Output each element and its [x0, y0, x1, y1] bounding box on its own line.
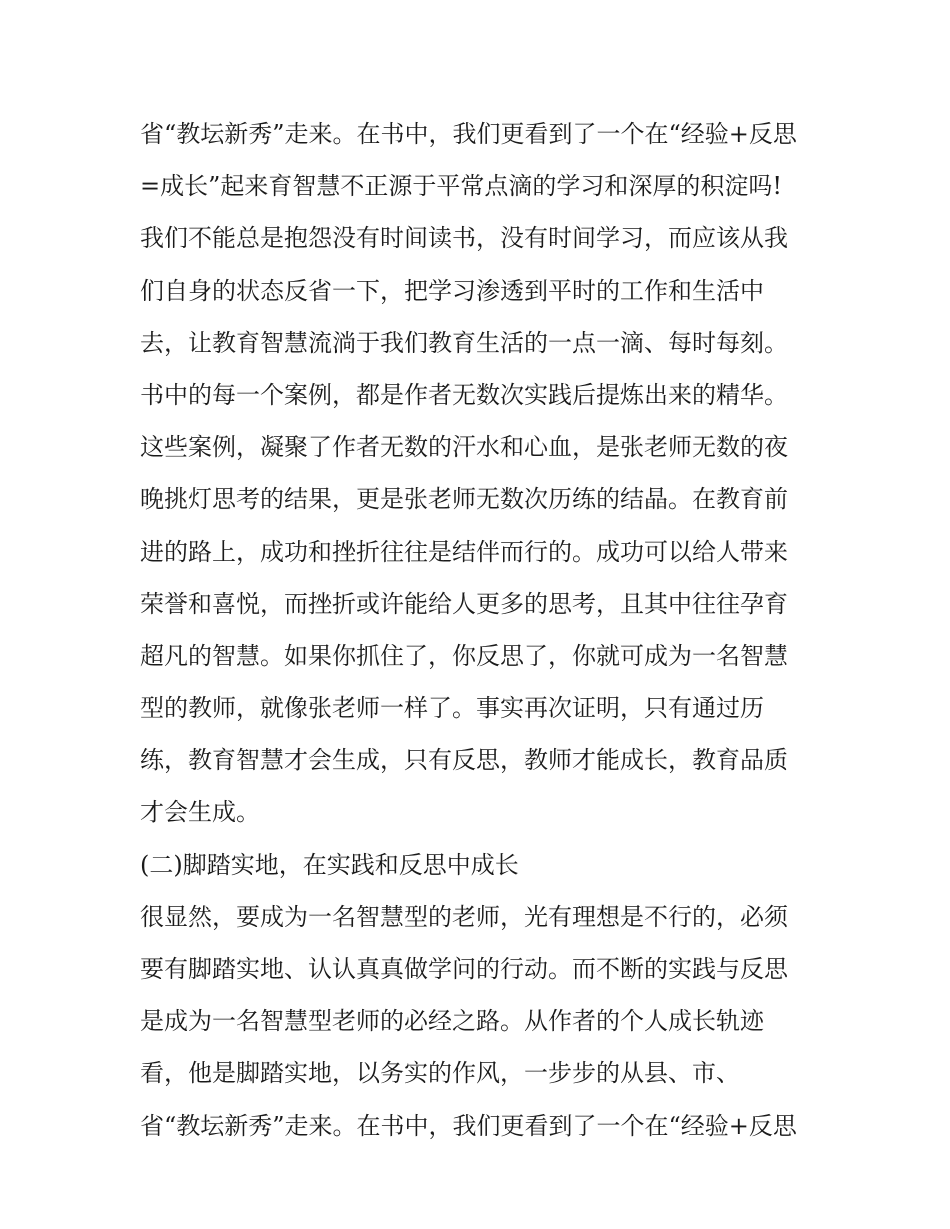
- text-line-5: 去，让教育智慧流淌于我们教育生活的一点一滴、每时每刻。: [140, 328, 788, 357]
- text-line-2: =成长”起来育智慧不正源于平常点滴的学习和深厚的积淀吗!: [140, 172, 783, 201]
- text-line-8: 晚挑灯思考的结果，更是张老师无数次历练的结晶。在教育前: [140, 485, 788, 514]
- text-line-20: 省“教坛新秀”走来。在书中，我们更看到了一个在“经验+反思: [140, 1111, 797, 1140]
- text-line-18: 是成为一名智慧型老师的必经之路。从作者的个人成长轨迹: [140, 1007, 764, 1036]
- text-line-9: 进的路上，成功和挫折往往是结伴而行的。成功可以给人带来: [140, 537, 788, 566]
- text-line-13: 练，教育智慧才会生成，只有反思，教师才能成长，教育品质: [140, 746, 788, 775]
- text-line-1: 省“教坛新秀”走来。在书中，我们更看到了一个在“经验+反思: [140, 120, 797, 148]
- text-line-14: 才会生成。: [140, 798, 260, 827]
- text-line-16: 很显然，要成为一名智慧型的老师，光有理想是不行的，必须: [140, 902, 788, 931]
- text-line-4: 们自身的状态反省一下，把学习渗透到平时的工作和生活中: [140, 276, 764, 305]
- text-line-19: 看，他是脚踏实地，以务实的作风，一步步的从县、市、: [140, 1059, 740, 1088]
- text-line-12: 型的教师，就像张老师一样了。事实再次证明，只有通过历: [140, 694, 764, 723]
- document-body: [140, 108, 820, 1152]
- text-line-11: 超凡的智慧。如果你抓住了，你反思了，你就可成为一名智慧: [140, 641, 788, 670]
- text-line-6: 书中的每一个案例，都是作者无数次实践后提炼出来的精华。: [140, 380, 788, 409]
- text-line-17: 要有脚踏实地、认认真真做学问的行动。而不断的实践与反思: [140, 955, 788, 983]
- text-line-3: 我们不能总是抱怨没有时间读书，没有时间学习，而应该从我: [140, 224, 788, 253]
- text-line-7: 这些案例，凝聚了作者无数的汗水和心血，是张老师无数的夜: [140, 433, 788, 462]
- section-heading: (二)脚踏实地，在实践和反思中成长: [140, 850, 519, 879]
- text-line-10: 荣誉和喜悦，而挫折或许能给人更多的思考，且其中往往孕育: [140, 589, 788, 618]
